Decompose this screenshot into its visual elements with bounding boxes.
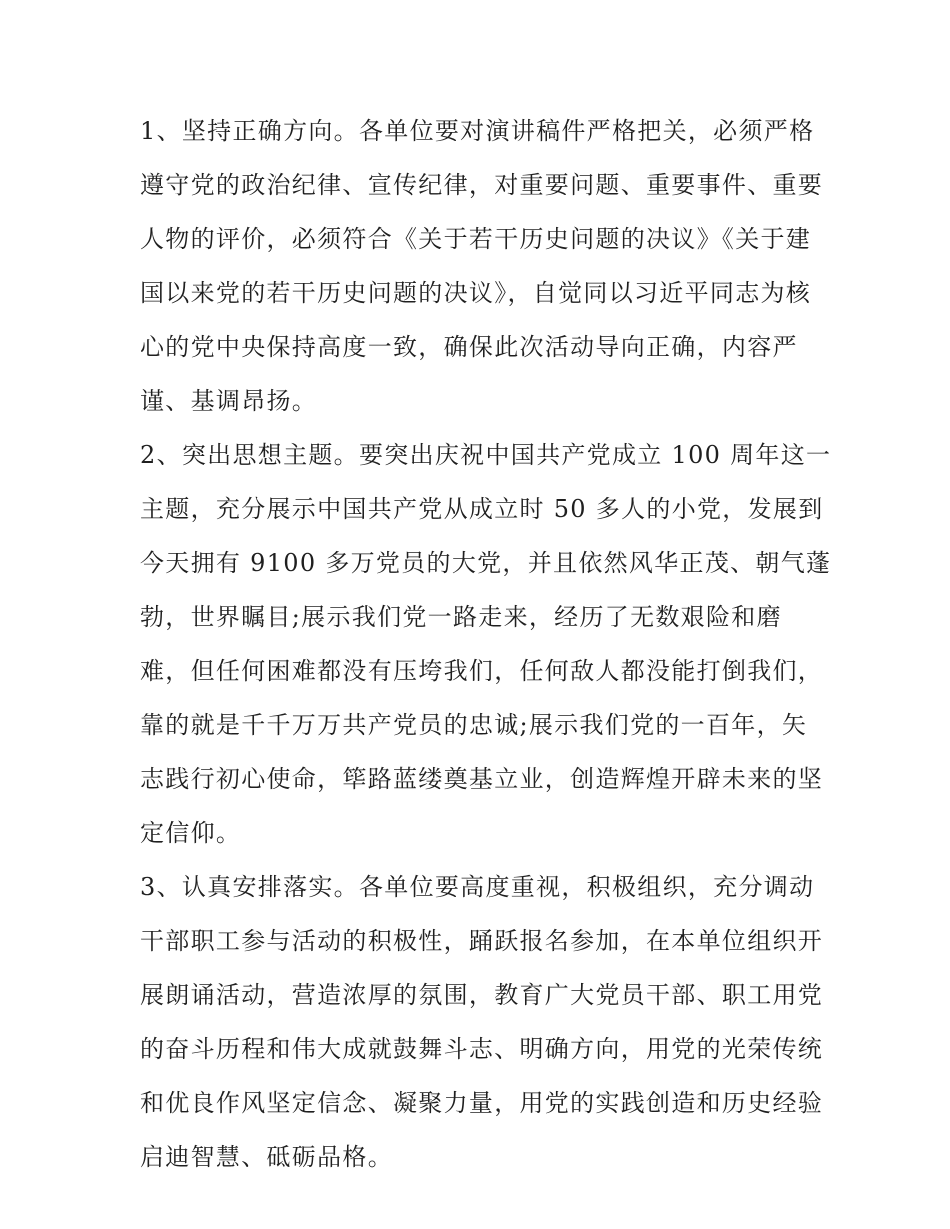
text-line: 启迪智慧、砥砺品格。 [140, 1143, 393, 1171]
text-line: 干部职工参与活动的积极性，踊跃报名参加，在本单位组织开 [140, 927, 824, 955]
text-line: 靠的就是千千万万共产党员的忠诚;展示我们党的一百年，矢 [140, 711, 808, 739]
text-line: 国以来党的若干历史问题的决议》，自觉同以习近平同志为核 [140, 279, 812, 307]
text-line: 勃，世界瞩目;展示我们党一路走来，经历了无数艰险和磨 [140, 603, 782, 631]
text-line: 展朗诵活动，营造浓厚的氛围，教育广大党员干部、职工用党 [140, 981, 824, 1009]
text-line: 定信仰。 [140, 819, 242, 847]
text-line: 今天拥有 9100 多万党员的大党，并且依然风华正茂、朝气蓬 [140, 549, 832, 577]
text-line: 志践行初心使命，筚路蓝缕奠基立业，创造辉煌开辟未来的坚 [140, 765, 824, 793]
text-line: 3、认真安排落实。各单位要高度重视，积极组织，充分调动 [140, 873, 815, 901]
text-line: 遵守党的政治纪律、宣传纪律，对重要问题、重要事件、重要 [140, 171, 824, 199]
text-line: 2、突出思想主题。要突出庆祝中国共产党成立 100 周年这一 [140, 441, 832, 469]
text-line: 心的党中央保持高度一致，确保此次活动导向正确，内容严 [140, 333, 798, 361]
document-body [140, 104, 832, 1184]
text-line: 人物的评价，必须符合《关于若干历史问题的决议》《关于建 [140, 225, 812, 253]
text-line: 的奋斗历程和伟大成就鼓舞斗志、明确方向，用党的光荣传统 [140, 1035, 824, 1063]
text-line: 谨、基调昂扬。 [140, 387, 318, 415]
text-line: 和优良作风坚定信念、凝聚力量，用党的实践创造和历史经验 [140, 1089, 824, 1117]
text-line: 1、坚持正确方向。各单位要对演讲稿件严格把关，必须严格 [140, 117, 815, 145]
text-line: 主题，充分展示中国共产党从成立时 50 多人的小党，发展到 [140, 495, 824, 523]
text-line: 难，但任何困难都没有压垮我们，任何敌人都没能打倒我们， [140, 657, 824, 685]
